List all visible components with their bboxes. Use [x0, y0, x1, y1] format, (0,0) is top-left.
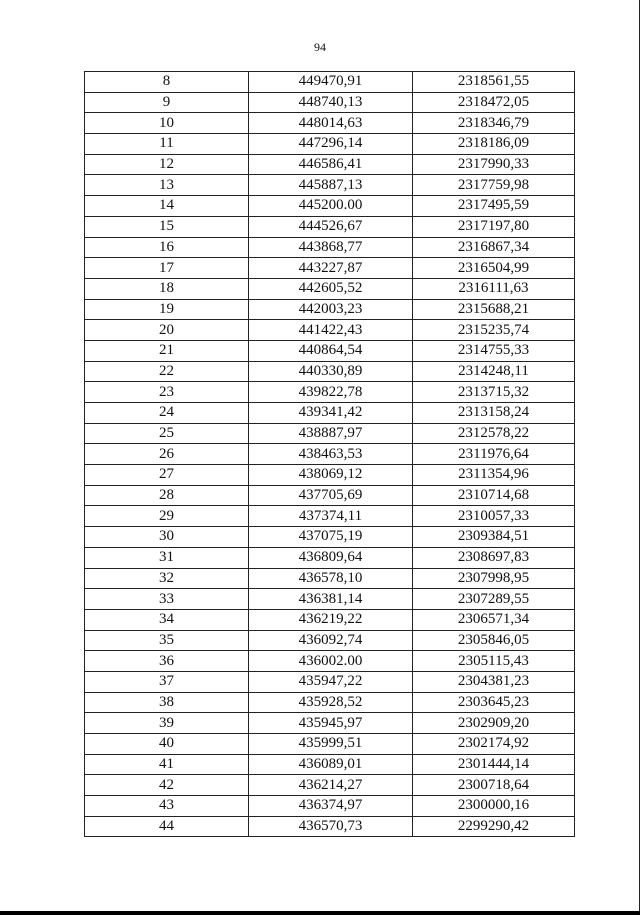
x-coordinate-cell: 448740,13 — [249, 92, 413, 113]
point-number-cell: 24 — [85, 403, 249, 424]
table-row — [85, 320, 575, 341]
x-coordinate-cell: 436809,64 — [249, 547, 413, 568]
table-row — [85, 547, 575, 568]
x-coordinate-cell: 446586,41 — [249, 154, 413, 175]
point-number-cell: 21 — [85, 340, 249, 361]
y-coordinate-cell: 2312578,22 — [413, 423, 575, 444]
coordinates-table — [84, 71, 575, 837]
x-coordinate-cell: 436214,27 — [249, 775, 413, 796]
table-row — [85, 382, 575, 403]
y-coordinate-cell: 2304381,23 — [413, 671, 575, 692]
point-number-cell: 19 — [85, 299, 249, 320]
y-coordinate-cell: 2316867,34 — [413, 237, 575, 258]
x-coordinate-cell: 438887,97 — [249, 423, 413, 444]
x-coordinate-cell: 436578,10 — [249, 568, 413, 589]
y-coordinate-cell: 2317495,59 — [413, 196, 575, 217]
point-number-cell: 14 — [85, 196, 249, 217]
x-coordinate-cell: 436381,14 — [249, 589, 413, 610]
coordinates-table-body — [85, 72, 575, 837]
y-coordinate-cell: 2300718,64 — [413, 775, 575, 796]
y-coordinate-cell: 2314248,11 — [413, 361, 575, 382]
table-row — [85, 403, 575, 424]
point-number-cell: 18 — [85, 278, 249, 299]
x-coordinate-cell: 440330,89 — [249, 361, 413, 382]
x-coordinate-cell: 448014,63 — [249, 113, 413, 134]
y-coordinate-cell: 2306571,34 — [413, 609, 575, 630]
table-row — [85, 630, 575, 651]
y-coordinate-cell: 2317990,33 — [413, 154, 575, 175]
x-coordinate-cell: 435945,97 — [249, 713, 413, 734]
y-coordinate-cell: 2318561,55 — [413, 72, 575, 93]
x-coordinate-cell: 449470,91 — [249, 72, 413, 93]
table-row — [85, 175, 575, 196]
x-coordinate-cell: 437705,69 — [249, 485, 413, 506]
table-row — [85, 713, 575, 734]
point-number-cell: 44 — [85, 816, 249, 837]
y-coordinate-cell: 2301444,14 — [413, 754, 575, 775]
y-coordinate-cell: 2317759,98 — [413, 175, 575, 196]
point-number-cell: 33 — [85, 589, 249, 610]
point-number-cell: 27 — [85, 465, 249, 486]
point-number-cell: 43 — [85, 796, 249, 817]
table-row — [85, 734, 575, 755]
table-row — [85, 444, 575, 465]
x-coordinate-cell: 436002.00 — [249, 651, 413, 672]
y-coordinate-cell: 2307998,95 — [413, 568, 575, 589]
table-row — [85, 216, 575, 237]
point-number-cell: 23 — [85, 382, 249, 403]
table-row — [85, 465, 575, 486]
x-coordinate-cell: 436092,74 — [249, 630, 413, 651]
table-row — [85, 568, 575, 589]
x-coordinate-cell: 443227,87 — [249, 258, 413, 279]
y-coordinate-cell: 2314755,33 — [413, 340, 575, 361]
y-coordinate-cell: 2318186,09 — [413, 134, 575, 155]
x-coordinate-cell: 435999,51 — [249, 734, 413, 755]
point-number-cell: 32 — [85, 568, 249, 589]
table-row — [85, 361, 575, 382]
y-coordinate-cell: 2310714,68 — [413, 485, 575, 506]
y-coordinate-cell: 2313158,24 — [413, 403, 575, 424]
x-coordinate-cell: 439822,78 — [249, 382, 413, 403]
point-number-cell: 36 — [85, 651, 249, 672]
y-coordinate-cell: 2299290,42 — [413, 816, 575, 837]
table-row — [85, 692, 575, 713]
x-coordinate-cell: 442605,52 — [249, 278, 413, 299]
point-number-cell: 42 — [85, 775, 249, 796]
point-number-cell: 30 — [85, 527, 249, 548]
y-coordinate-cell: 2316111,63 — [413, 278, 575, 299]
point-number-cell: 35 — [85, 630, 249, 651]
x-coordinate-cell: 447296,14 — [249, 134, 413, 155]
point-number-cell: 12 — [85, 154, 249, 175]
table-row — [85, 237, 575, 258]
table-row — [85, 796, 575, 817]
y-coordinate-cell: 2311976,64 — [413, 444, 575, 465]
point-number-cell: 11 — [85, 134, 249, 155]
x-coordinate-cell: 445887,13 — [249, 175, 413, 196]
table-row — [85, 278, 575, 299]
table-row — [85, 258, 575, 279]
point-number-cell: 15 — [85, 216, 249, 237]
table-row — [85, 299, 575, 320]
point-number-cell: 16 — [85, 237, 249, 258]
x-coordinate-cell: 437075,19 — [249, 527, 413, 548]
x-coordinate-cell: 442003,23 — [249, 299, 413, 320]
y-coordinate-cell: 2300000,16 — [413, 796, 575, 817]
x-coordinate-cell: 435928,52 — [249, 692, 413, 713]
point-number-cell: 28 — [85, 485, 249, 506]
point-number-cell: 39 — [85, 713, 249, 734]
x-coordinate-cell: 436089,01 — [249, 754, 413, 775]
y-coordinate-cell: 2309384,51 — [413, 527, 575, 548]
point-number-cell: 25 — [85, 423, 249, 444]
table-row — [85, 651, 575, 672]
point-number-cell: 17 — [85, 258, 249, 279]
point-number-cell: 40 — [85, 734, 249, 755]
point-number-cell: 41 — [85, 754, 249, 775]
point-number-cell: 20 — [85, 320, 249, 341]
point-number-cell: 10 — [85, 113, 249, 134]
table-row — [85, 754, 575, 775]
x-coordinate-cell: 440864,54 — [249, 340, 413, 361]
point-number-cell: 9 — [85, 92, 249, 113]
table-row — [85, 134, 575, 155]
x-coordinate-cell: 436219,22 — [249, 609, 413, 630]
table-row — [85, 154, 575, 175]
table-row — [85, 589, 575, 610]
table-row — [85, 92, 575, 113]
table-row — [85, 485, 575, 506]
point-number-cell: 38 — [85, 692, 249, 713]
y-coordinate-cell: 2311354,96 — [413, 465, 575, 486]
table-row — [85, 671, 575, 692]
y-coordinate-cell: 2316504,99 — [413, 258, 575, 279]
y-coordinate-cell: 2318346,79 — [413, 113, 575, 134]
x-coordinate-cell: 444526,67 — [249, 216, 413, 237]
x-coordinate-cell: 441422,43 — [249, 320, 413, 341]
table-row — [85, 506, 575, 527]
x-coordinate-cell: 438463,53 — [249, 444, 413, 465]
point-number-cell: 37 — [85, 671, 249, 692]
y-coordinate-cell: 2315688,21 — [413, 299, 575, 320]
page-bottom-edge — [0, 911, 640, 915]
table-row — [85, 72, 575, 93]
x-coordinate-cell: 443868,77 — [249, 237, 413, 258]
point-number-cell: 8 — [85, 72, 249, 93]
y-coordinate-cell: 2302174,92 — [413, 734, 575, 755]
y-coordinate-cell: 2307289,55 — [413, 589, 575, 610]
point-number-cell: 34 — [85, 609, 249, 630]
x-coordinate-cell: 435947,22 — [249, 671, 413, 692]
x-coordinate-cell: 445200.00 — [249, 196, 413, 217]
table-row — [85, 609, 575, 630]
point-number-cell: 22 — [85, 361, 249, 382]
x-coordinate-cell: 439341,42 — [249, 403, 413, 424]
point-number-cell: 29 — [85, 506, 249, 527]
x-coordinate-cell: 436374,97 — [249, 796, 413, 817]
y-coordinate-cell: 2317197,80 — [413, 216, 575, 237]
x-coordinate-cell: 436570,73 — [249, 816, 413, 837]
table-row — [85, 423, 575, 444]
y-coordinate-cell: 2305846,05 — [413, 630, 575, 651]
table-row — [85, 816, 575, 837]
table-row — [85, 340, 575, 361]
point-number-cell: 31 — [85, 547, 249, 568]
x-coordinate-cell: 437374,11 — [249, 506, 413, 527]
y-coordinate-cell: 2308697,83 — [413, 547, 575, 568]
table-row — [85, 113, 575, 134]
x-coordinate-cell: 438069,12 — [249, 465, 413, 486]
y-coordinate-cell: 2318472,05 — [413, 92, 575, 113]
y-coordinate-cell: 2303645,23 — [413, 692, 575, 713]
point-number-cell: 13 — [85, 175, 249, 196]
y-coordinate-cell: 2315235,74 — [413, 320, 575, 341]
table-row — [85, 196, 575, 217]
point-number-cell: 26 — [85, 444, 249, 465]
y-coordinate-cell: 2313715,32 — [413, 382, 575, 403]
y-coordinate-cell: 2305115,43 — [413, 651, 575, 672]
page-number: 94 — [314, 40, 326, 54]
table-row — [85, 775, 575, 796]
table-row — [85, 527, 575, 548]
y-coordinate-cell: 2310057,33 — [413, 506, 575, 527]
y-coordinate-cell: 2302909,20 — [413, 713, 575, 734]
